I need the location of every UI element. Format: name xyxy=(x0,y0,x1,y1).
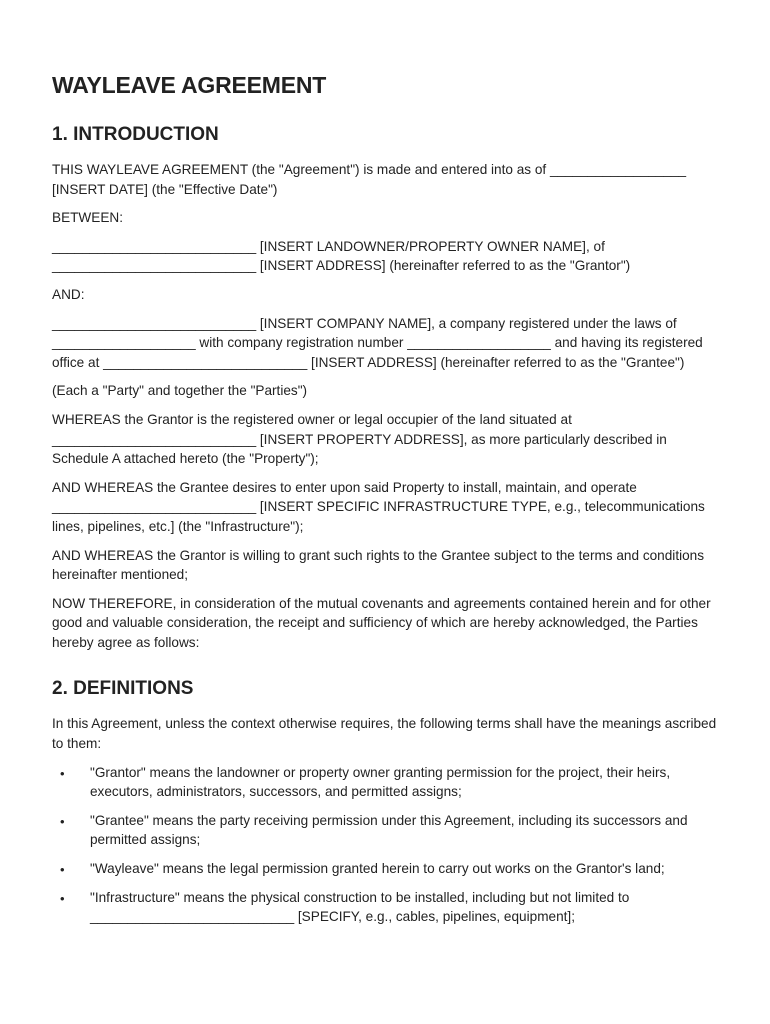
section-heading: 1. INTRODUCTION xyxy=(52,124,219,145)
section-introduction xyxy=(52,122,718,652)
and-whereas-paragraph: AND WHEREAS the Grantee desires to enter upon said Property to install, maintain, and operate ___________________________ [INSERT SPECIFIC INFRASTRUCTURE TYPE, e.g., telecommunications lines, pipelines, etc.] (the "Infrastructure"); xyxy=(52,479,705,534)
and-whereas-paragraph: AND WHEREAS the Grantor is willing to grant such rights to the Grantee subject to the terms and conditions hereinafter mentioned; xyxy=(52,547,705,583)
between-label: BETWEEN: xyxy=(52,210,123,226)
section-heading: 2. DEFINITIONS xyxy=(52,678,194,700)
definition-text: "Infrastructure" means the physical construction to be installed, including but not limited to ___________________________ [SPECIFY, e.g., cables, pipelines, equipment]; xyxy=(90,889,630,925)
definition-text: "Grantee" means the party receiving permission under this Agreement, including its successors and permitted assigns; xyxy=(90,812,688,848)
list-item xyxy=(52,811,718,850)
definition-text: "Wayleave" means the legal permission granted herein to carry out works on the Grantor's land; xyxy=(90,861,665,877)
intro-paragraph: THIS WAYLEAVE AGREEMENT (the "Agreement") is made and entered into as of __________________ [INSERT DATE] (the "Effective Date") xyxy=(52,162,687,197)
definition-text: "Grantor" means the landowner or property owner granting permission for the project, their heirs, executors, administrators, successors, and permitted assigns; xyxy=(90,764,671,800)
parties-paragraph: (Each a "Party" and together the "Parties") xyxy=(52,383,308,399)
bullet-icon: • xyxy=(60,765,65,781)
bullet-icon: • xyxy=(60,890,65,906)
bullet-icon: • xyxy=(60,862,65,878)
document-page xyxy=(52,70,718,936)
whereas-paragraph: WHEREAS the Grantor is the registered owner or legal occupier of the land situated at ___________________________ [INSERT PROPERTY ADDRESS], as more particularly described in Schedule A attached hereto (the "Property"); xyxy=(52,411,667,467)
now-therefore-paragraph: NOW THEREFORE, in consideration of the mutual covenants and agreements contained herein and for other good and valuable consideration, the receipt and sufficiency of which are hereby acknowledged, the Parties hereby agree as follows: xyxy=(52,595,711,650)
document-title: WAYLEAVE AGREEMENT xyxy=(52,72,327,98)
list-item xyxy=(52,888,718,927)
bullet-icon: • xyxy=(60,813,65,829)
and-label: AND: xyxy=(52,286,85,302)
definitions-intro: In this Agreement, unless the context otherwise requires, the following terms shall have the meanings ascribed to them: xyxy=(52,716,717,752)
list-item xyxy=(52,859,718,879)
definitions-list xyxy=(52,763,718,927)
grantor-paragraph: ___________________________ [INSERT LANDOWNER/PROPERTY OWNER NAME], of ___________________________ [INSERT ADDRESS] (hereinafter referred to as the "Grantor") xyxy=(52,238,631,274)
list-item xyxy=(52,763,718,802)
section-definitions xyxy=(52,676,718,926)
grantee-paragraph: ___________________________ [INSERT COMPANY NAME], a company registered under the laws of ___________________ with company registration number ___________________ and having its registered office at ___________________________ [INSERT ADDRESS] (hereinafter referred to as the "Grantee") xyxy=(52,315,703,370)
